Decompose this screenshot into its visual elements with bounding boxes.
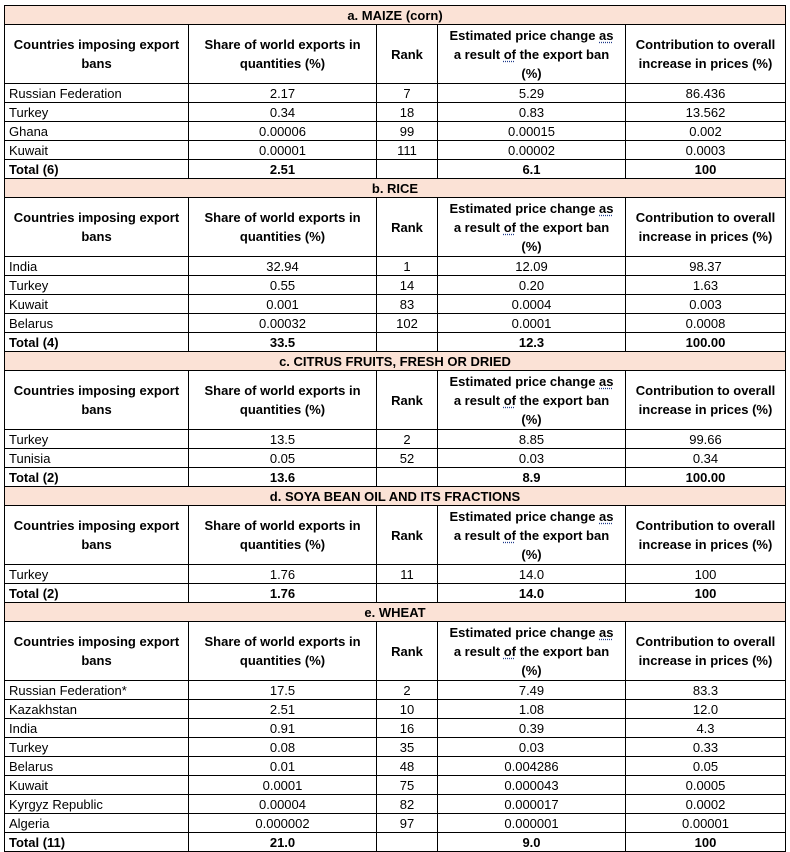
header-rank: Rank (377, 371, 438, 430)
cell-country: Russian Federation (5, 84, 189, 103)
header-price-as: as (599, 624, 614, 640)
section-title: d. SOYA BEAN OIL AND ITS FRACTIONS (5, 487, 786, 506)
cell-price: 0.39 (438, 719, 626, 738)
cell-price: 9.0 (438, 833, 626, 852)
cell-country: Kazakhstan (5, 700, 189, 719)
header-share: Share of world exports in quantities (%) (189, 506, 377, 565)
cell-contribution: 100 (626, 160, 786, 179)
header-contribution: Contribution to overall increase in prices (%) (626, 622, 786, 681)
cell-contribution: 4.3 (626, 719, 786, 738)
cell-share: 21.0 (189, 833, 377, 852)
cell-share: 13.5 (189, 430, 377, 449)
cell-price: 8.85 (438, 430, 626, 449)
cell-contribution: 1.63 (626, 276, 786, 295)
cell-price: 8.9 (438, 468, 626, 487)
section-title: a. MAIZE (corn) (5, 6, 786, 25)
header-price-part: the export ban (%) (515, 527, 610, 562)
header-countries: Countries imposing export bans (5, 506, 189, 565)
header-price-part: Estimated price change (449, 373, 600, 389)
table-row (5, 257, 786, 276)
cell-contribution: 0.00001 (626, 814, 786, 833)
total-row (5, 160, 786, 179)
section-title-row (5, 179, 786, 198)
cell-rank: 2 (377, 681, 438, 700)
header-price-change (438, 198, 626, 257)
cell-price: 0.00015 (438, 122, 626, 141)
cell-contribution: 86.436 (626, 84, 786, 103)
cell-rank: 102 (377, 314, 438, 333)
cell-price: 5.29 (438, 84, 626, 103)
cell-share: 32.94 (189, 257, 377, 276)
cell-share: 0.91 (189, 719, 377, 738)
cell-country: Turkey (5, 738, 189, 757)
cell-price: 0.00002 (438, 141, 626, 160)
table-row (5, 449, 786, 468)
cell-price: 7.49 (438, 681, 626, 700)
header-price-as: as (599, 27, 614, 43)
header-contribution: Contribution to overall increase in prices (%) (626, 25, 786, 84)
column-header-row (5, 198, 786, 257)
cell-country: Turkey (5, 103, 189, 122)
cell-rank: 97 (377, 814, 438, 833)
cell-contribution: 0.0008 (626, 314, 786, 333)
cell-share: 2.51 (189, 700, 377, 719)
cell-share: 0.34 (189, 103, 377, 122)
table-row (5, 738, 786, 757)
header-price-of: of (503, 46, 516, 62)
header-price-of: of (503, 643, 516, 659)
header-rank: Rank (377, 25, 438, 84)
cell-country: Total (2) (5, 468, 189, 487)
cell-share: 2.51 (189, 160, 377, 179)
table-row (5, 295, 786, 314)
export-ban-table-body (5, 6, 786, 852)
table-row (5, 757, 786, 776)
table-row (5, 681, 786, 700)
cell-country: Turkey (5, 565, 189, 584)
header-price-part: the export ban (%) (515, 643, 610, 678)
cell-rank (377, 160, 438, 179)
cell-country: Total (6) (5, 160, 189, 179)
header-countries: Countries imposing export bans (5, 371, 189, 430)
cell-rank: 16 (377, 719, 438, 738)
cell-country: Kuwait (5, 776, 189, 795)
export-ban-table (4, 5, 786, 852)
header-price-part: Estimated price change (449, 624, 600, 640)
cell-country: Total (4) (5, 333, 189, 352)
cell-rank: 35 (377, 738, 438, 757)
header-share: Share of world exports in quantities (%) (189, 198, 377, 257)
header-price-part: Estimated price change (449, 27, 600, 43)
header-rank: Rank (377, 506, 438, 565)
cell-share: 0.00006 (189, 122, 377, 141)
cell-share: 0.00032 (189, 314, 377, 333)
column-header-row (5, 371, 786, 430)
cell-contribution: 12.0 (626, 700, 786, 719)
header-share: Share of world exports in quantities (%) (189, 25, 377, 84)
header-price-part: Estimated price change (449, 508, 600, 524)
cell-rank: 111 (377, 141, 438, 160)
cell-price: 0.0001 (438, 314, 626, 333)
section-title-row (5, 603, 786, 622)
cell-country: Total (11) (5, 833, 189, 852)
cell-rank: 18 (377, 103, 438, 122)
cell-contribution: 0.002 (626, 122, 786, 141)
cell-country: India (5, 719, 189, 738)
header-price-part: the export ban (%) (515, 392, 610, 427)
header-price-part: a result (453, 46, 504, 62)
cell-country: Algeria (5, 814, 189, 833)
cell-share: 13.6 (189, 468, 377, 487)
cell-share: 0.000002 (189, 814, 377, 833)
cell-country: Kuwait (5, 141, 189, 160)
cell-price: 6.1 (438, 160, 626, 179)
cell-country: Ghana (5, 122, 189, 141)
cell-country: Turkey (5, 430, 189, 449)
table-row (5, 103, 786, 122)
header-price-change (438, 506, 626, 565)
cell-price: 0.83 (438, 103, 626, 122)
cell-contribution: 13.562 (626, 103, 786, 122)
cell-contribution: 0.33 (626, 738, 786, 757)
cell-rank: 83 (377, 295, 438, 314)
cell-contribution: 100 (626, 833, 786, 852)
header-price-change (438, 622, 626, 681)
cell-price: 14.0 (438, 584, 626, 603)
cell-rank: 82 (377, 795, 438, 814)
cell-rank: 14 (377, 276, 438, 295)
cell-share: 17.5 (189, 681, 377, 700)
cell-share: 2.17 (189, 84, 377, 103)
cell-share: 1.76 (189, 565, 377, 584)
cell-contribution: 100 (626, 584, 786, 603)
cell-price: 1.08 (438, 700, 626, 719)
cell-contribution: 0.34 (626, 449, 786, 468)
table-row (5, 122, 786, 141)
cell-rank: 99 (377, 122, 438, 141)
cell-country: Tunisia (5, 449, 189, 468)
cell-contribution: 0.05 (626, 757, 786, 776)
table-row (5, 84, 786, 103)
header-share: Share of world exports in quantities (%) (189, 622, 377, 681)
cell-price: 12.09 (438, 257, 626, 276)
column-header-row (5, 622, 786, 681)
header-price-as: as (599, 373, 614, 389)
cell-rank: 10 (377, 700, 438, 719)
cell-share: 0.00004 (189, 795, 377, 814)
cell-share: 0.00001 (189, 141, 377, 160)
cell-country: Belarus (5, 314, 189, 333)
header-price-of: of (503, 392, 516, 408)
total-row (5, 333, 786, 352)
header-price-part: a result (453, 392, 504, 408)
cell-price: 0.004286 (438, 757, 626, 776)
cell-price: 0.03 (438, 738, 626, 757)
header-countries: Countries imposing export bans (5, 198, 189, 257)
cell-price: 0.20 (438, 276, 626, 295)
table-row (5, 719, 786, 738)
header-price-part: a result (453, 643, 504, 659)
table-row (5, 565, 786, 584)
header-contribution: Contribution to overall increase in prices (%) (626, 506, 786, 565)
cell-share: 0.05 (189, 449, 377, 468)
header-contribution: Contribution to overall increase in prices (%) (626, 371, 786, 430)
cell-country: Russian Federation* (5, 681, 189, 700)
cell-rank: 52 (377, 449, 438, 468)
table-row (5, 430, 786, 449)
cell-price: 0.000001 (438, 814, 626, 833)
cell-rank (377, 468, 438, 487)
table-row (5, 276, 786, 295)
cell-rank: 1 (377, 257, 438, 276)
cell-share: 0.01 (189, 757, 377, 776)
table-row (5, 795, 786, 814)
cell-price: 0.000043 (438, 776, 626, 795)
cell-contribution: 99.66 (626, 430, 786, 449)
header-rank: Rank (377, 622, 438, 681)
header-price-as: as (599, 508, 614, 524)
cell-contribution: 0.003 (626, 295, 786, 314)
cell-rank: 48 (377, 757, 438, 776)
cell-share: 0.0001 (189, 776, 377, 795)
total-row (5, 468, 786, 487)
cell-contribution: 0.0003 (626, 141, 786, 160)
header-price-part: Estimated price change (449, 200, 600, 216)
header-price-of: of (503, 527, 516, 543)
cell-contribution: 100.00 (626, 468, 786, 487)
cell-share: 1.76 (189, 584, 377, 603)
section-title: e. WHEAT (5, 603, 786, 622)
cell-contribution: 98.37 (626, 257, 786, 276)
cell-country: India (5, 257, 189, 276)
cell-price: 0.03 (438, 449, 626, 468)
cell-country: Kuwait (5, 295, 189, 314)
cell-share: 0.55 (189, 276, 377, 295)
cell-country: Total (2) (5, 584, 189, 603)
table-row (5, 314, 786, 333)
column-header-row (5, 506, 786, 565)
cell-contribution: 100 (626, 565, 786, 584)
cell-contribution: 83.3 (626, 681, 786, 700)
header-price-part: a result (453, 527, 504, 543)
header-contribution: Contribution to overall increase in prices (%) (626, 198, 786, 257)
cell-rank (377, 833, 438, 852)
cell-rank: 2 (377, 430, 438, 449)
header-price-as: as (599, 200, 614, 216)
header-countries: Countries imposing export bans (5, 622, 189, 681)
section-title: b. RICE (5, 179, 786, 198)
cell-rank (377, 333, 438, 352)
header-share: Share of world exports in quantities (%) (189, 371, 377, 430)
total-row (5, 584, 786, 603)
header-rank: Rank (377, 198, 438, 257)
header-price-part: the export ban (%) (515, 46, 610, 81)
cell-rank (377, 584, 438, 603)
cell-share: 0.08 (189, 738, 377, 757)
table-row (5, 814, 786, 833)
cell-contribution: 100.00 (626, 333, 786, 352)
cell-share: 33.5 (189, 333, 377, 352)
total-row (5, 833, 786, 852)
header-price-of: of (503, 219, 516, 235)
cell-contribution: 0.0002 (626, 795, 786, 814)
header-price-part: the export ban (%) (515, 219, 610, 254)
table-row (5, 700, 786, 719)
cell-share: 0.001 (189, 295, 377, 314)
section-title-row (5, 487, 786, 506)
header-countries: Countries imposing export bans (5, 25, 189, 84)
table-row (5, 776, 786, 795)
section-title-row (5, 352, 786, 371)
cell-rank: 11 (377, 565, 438, 584)
column-header-row (5, 25, 786, 84)
cell-price: 14.0 (438, 565, 626, 584)
cell-country: Turkey (5, 276, 189, 295)
cell-country: Kyrgyz Republic (5, 795, 189, 814)
section-title: c. CITRUS FRUITS, FRESH OR DRIED (5, 352, 786, 371)
header-price-part: a result (453, 219, 504, 235)
cell-price: 0.000017 (438, 795, 626, 814)
cell-contribution: 0.0005 (626, 776, 786, 795)
section-title-row (5, 6, 786, 25)
header-price-change (438, 371, 626, 430)
cell-rank: 7 (377, 84, 438, 103)
cell-price: 0.0004 (438, 295, 626, 314)
cell-rank: 75 (377, 776, 438, 795)
table-row (5, 141, 786, 160)
cell-price: 12.3 (438, 333, 626, 352)
cell-country: Belarus (5, 757, 189, 776)
header-price-change (438, 25, 626, 84)
